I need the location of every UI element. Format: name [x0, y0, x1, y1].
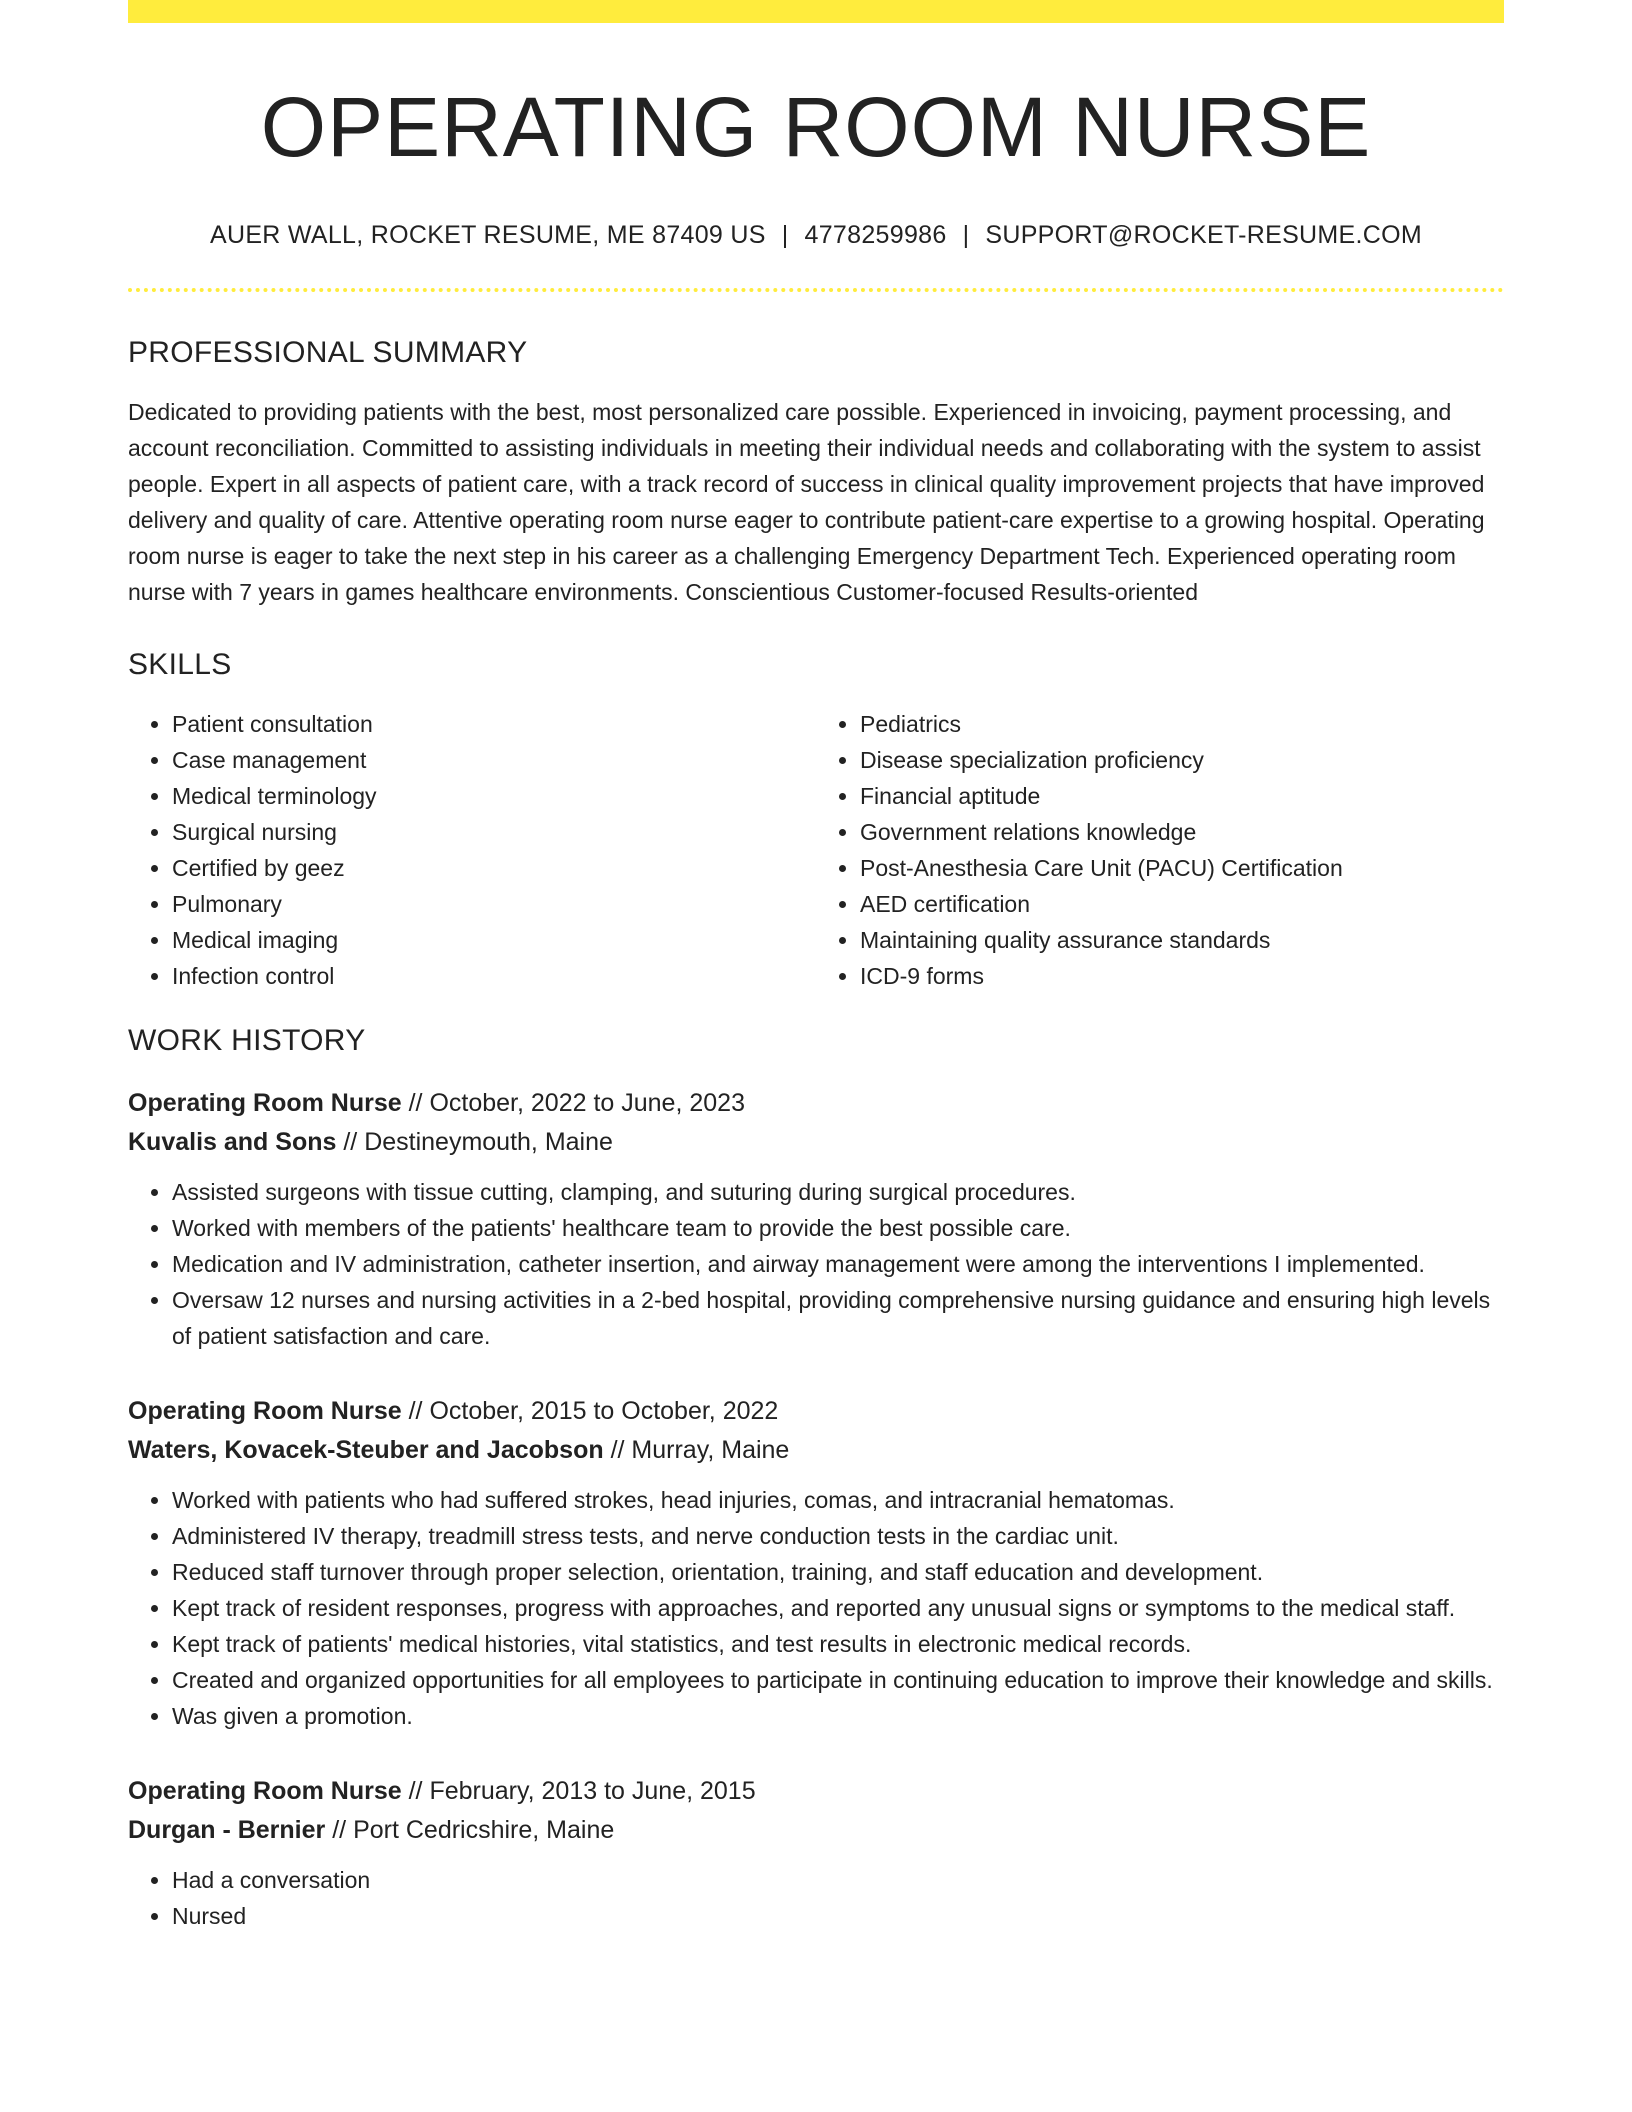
job-bullet: • Assisted surgeons with tissue cutting, clamping, and suturing during surgical procedures.: [172, 1174, 1504, 1210]
header-divider: [128, 288, 1504, 292]
work-history-heading: WORK HISTORY: [128, 1024, 366, 1058]
skill-item: • ICD-9 forms: [860, 958, 1504, 994]
job-role: Operating Room Nurse: [128, 1397, 402, 1426]
resume-title: OPERATING ROOM NURSE: [260, 80, 1372, 174]
summary-heading: PROFESSIONAL SUMMARY: [128, 336, 528, 370]
job-dates: February, 2013 to June, 2015: [429, 1777, 756, 1806]
skill-item: • Case management: [172, 742, 816, 778]
skill-item: • Certified by geez: [172, 850, 816, 886]
job-bullet: • Kept track of resident responses, progress with approaches, and reported any unusual signs or symptoms to the medical staff.: [172, 1590, 1504, 1626]
skills-heading: SKILLS: [128, 648, 232, 682]
job-bullet: • Had a conversation: [172, 1862, 1504, 1898]
skill-item: • Pulmonary: [172, 886, 816, 922]
skill-item: • Disease specialization proficiency: [860, 742, 1504, 778]
job-role: Operating Room Nurse: [128, 1777, 402, 1806]
job-dates: October, 2022 to June, 2023: [429, 1089, 745, 1118]
job-company-line: Durgan - Bernier // Port Cedricshire, Maine: [128, 1816, 615, 1845]
skill-item: • Post-Anesthesia Care Unit (PACU) Certification: [860, 850, 1504, 886]
job-bullet: • Worked with patients who had suffered strokes, head injuries, comas, and intracranial hematomas.: [172, 1482, 1504, 1518]
contact-address: AUER WALL, ROCKET RESUME, ME 87409 US: [210, 221, 766, 250]
job-role: Operating Room Nurse: [128, 1089, 402, 1118]
contact-phone: 4778259986: [804, 221, 947, 250]
job-bullet: • Reduced staff turnover through proper selection, orientation, training, and staff education and development.: [172, 1554, 1504, 1590]
skill-item: • Government relations knowledge: [860, 814, 1504, 850]
job-bullet: • Kept track of patients' medical histories, vital statistics, and test results in electronic medical records.: [172, 1626, 1504, 1662]
job-bullet: • Was given a promotion.: [172, 1698, 1504, 1734]
contact-separator: |: [962, 221, 970, 250]
job-dates: October, 2015 to October, 2022: [429, 1397, 779, 1426]
skill-item: • Maintaining quality assurance standards: [860, 922, 1504, 958]
job-location: Destineymouth, Maine: [364, 1128, 613, 1157]
job-bullets: [128, 1482, 1504, 1734]
job-company: Kuvalis and Sons: [128, 1128, 337, 1157]
job-bullet: • Oversaw 12 nurses and nursing activities in a 2-bed hospital, providing comprehensive nursing guidance and ensuring high levels of patient satisfaction and care.: [172, 1282, 1504, 1354]
skill-item: • Financial aptitude: [860, 778, 1504, 814]
job-bullet: • Created and organized opportunities for all employees to participate in continuing education to improve their knowledge and skills.: [172, 1662, 1504, 1698]
job-bullets: [128, 1862, 1504, 1934]
skills-list-left: [128, 706, 816, 994]
contact-separator: |: [781, 221, 789, 250]
summary-text: Dedicated to providing patients with the best, most personalized care possible. Experienced in invoicing, payment processing, and account reconciliation. Committed to assisting individuals in meeting their individual needs and collaborating with the system to assist people. Expert in all aspects of patient care, with a track record of success in clinical quality improvement projects that have improved delivery and quality of care. Attentive operating room nurse eager to contribute patient-care expertise to a growing hospital. Operating room nurse is eager to take the next step in his career as a challenging Emergency Department Tech. Experienced operating room nurse with 7 years in games healthcare environments. Conscientious Customer-focused Results-oriented: [128, 399, 1485, 606]
job-bullet: • Worked with members of the patients' healthcare team to provide the best possible care.: [172, 1210, 1504, 1246]
job-bullet: • Administered IV therapy, treadmill stress tests, and nerve conduction tests in the cardiac unit.: [172, 1518, 1504, 1554]
job-entry: [128, 1392, 1504, 1734]
skill-item: • Pediatrics: [860, 706, 1504, 742]
job-entry: [128, 1084, 1504, 1354]
skills-list-right: [816, 706, 1504, 994]
contact-line: [128, 221, 1504, 250]
job-company-line: Waters, Kovacek-Steuber and Jacobson // Murray, Maine: [128, 1436, 790, 1465]
job-role-line: Operating Room Nurse // October, 2022 to June, 2023: [128, 1089, 745, 1118]
contact-email: SUPPORT@ROCKET-RESUME.COM: [985, 221, 1422, 250]
skill-item: • Patient consultation: [172, 706, 816, 742]
skill-item: • Medical imaging: [172, 922, 816, 958]
skill-item: • Infection control: [172, 958, 816, 994]
job-role-line: Operating Room Nurse // October, 2015 to October, 2022: [128, 1397, 779, 1426]
skill-item: • Medical terminology: [172, 778, 816, 814]
job-company-line: Kuvalis and Sons // Destineymouth, Maine: [128, 1128, 613, 1157]
skills-grid: [128, 706, 1504, 994]
job-bullet: • Medication and IV administration, catheter insertion, and airway management were among the interventions I implemented.: [172, 1246, 1504, 1282]
job-location: Murray, Maine: [631, 1436, 790, 1465]
skill-item: • AED certification: [860, 886, 1504, 922]
job-company: Waters, Kovacek-Steuber and Jacobson: [128, 1436, 604, 1465]
top-accent-bar: [128, 0, 1504, 23]
job-bullet: • Nursed: [172, 1898, 1504, 1934]
job-role-line: Operating Room Nurse // February, 2013 to June, 2015: [128, 1777, 756, 1806]
job-company: Durgan - Bernier: [128, 1816, 326, 1845]
skill-item: • Surgical nursing: [172, 814, 816, 850]
job-location: Port Cedricshire, Maine: [353, 1816, 615, 1845]
job-bullets: [128, 1174, 1504, 1354]
resume-page: [128, 0, 1504, 1934]
job-entry: [128, 1772, 1504, 1934]
